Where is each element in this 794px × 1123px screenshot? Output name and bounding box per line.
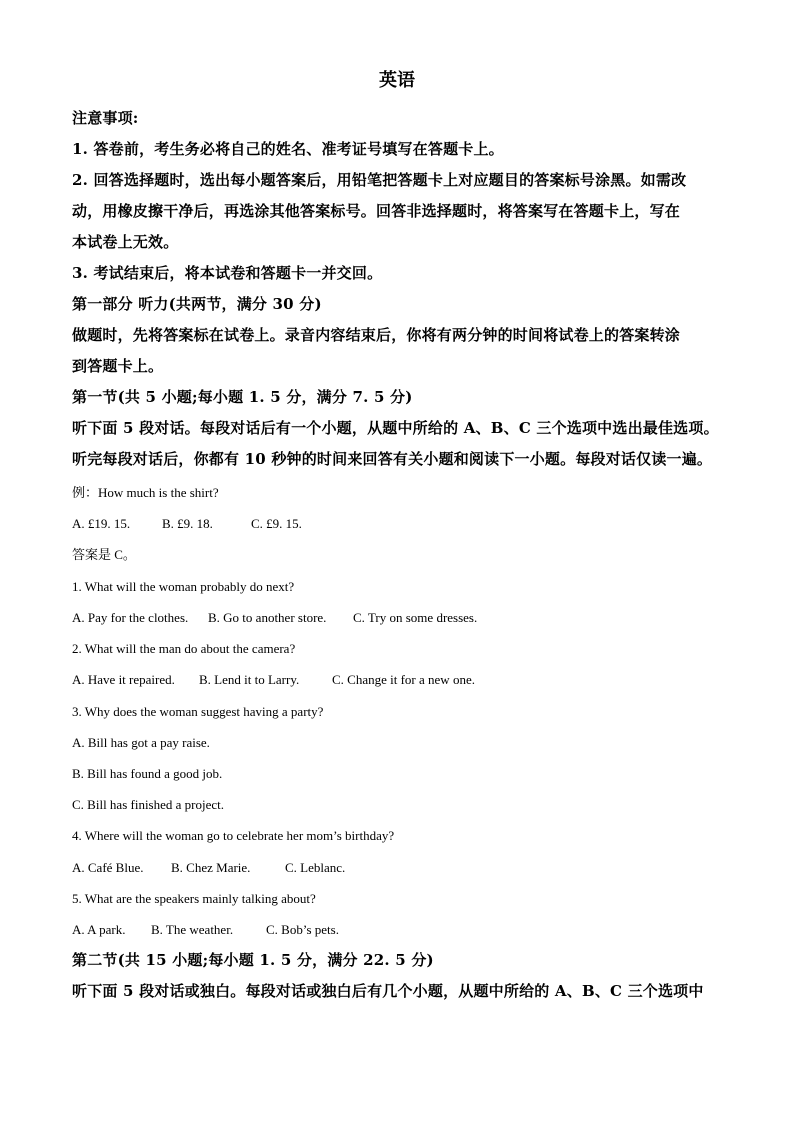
notice-item: 本试卷上无效。 [72, 233, 179, 251]
question-text: 2. What will the man do about the camera? [72, 641, 296, 656]
question-option: B. Lend it to Larry. [199, 672, 300, 687]
example-option: A. £19. 15. [72, 516, 131, 531]
question-option: B. Chez Marie. [171, 860, 251, 875]
example-option: B. £9. 18. [162, 516, 213, 531]
notice-item: 1. 答卷前，考生务必将自己的姓名、准考证号填写在答题卡上。 [72, 140, 504, 158]
notice-item: 动，用橡皮擦干净后，再选涂其他答案标号。回答非选择题时，将答案写在答题卡上，写在 [72, 202, 681, 220]
question-option: C. Leblanc. [285, 860, 346, 875]
part1-heading: 第一部分 听力(共两节，满分 30 分) [72, 295, 322, 313]
question-option: B. Bill has found a good job. [72, 766, 223, 781]
question-option: C. Bill has finished a project. [72, 797, 225, 812]
question-text: 5. What are the speakers mainly talking about? [72, 891, 316, 906]
section2-instruction: 听下面 5 段对话或独白。每段对话或独白后有几个小题，从题中所给的 A、B、C 三个选项中 [72, 982, 704, 1000]
question-option: B. Go to another store. [208, 610, 327, 625]
question-option: C. Bob’s pets. [266, 922, 339, 937]
question-option: C. Try on some dresses. [353, 610, 478, 625]
question-option: C. Change it for a new one. [332, 672, 475, 687]
question-option: A. Bill has got a pay raise. [72, 735, 210, 750]
notice-item: 3. 考试结束后，将本试卷和答题卡一并交回。 [72, 264, 383, 282]
page-title: 英语 [379, 70, 415, 91]
question-text: 1. What will the woman probably do next? [72, 579, 295, 594]
question-text: 4. Where will the woman go to celebrate her mom’s birthday? [72, 828, 395, 843]
section1-instruction: 听下面 5 段对话。每段对话后有一个小题，从题中所给的 A、B、C 三个选项中选出最佳选项。 [72, 419, 719, 437]
question-option: A. Pay for the clothes. [72, 610, 189, 625]
question-text: 3. Why does the woman suggest having a party? [72, 704, 324, 719]
part1-instruction: 做题时，先将答案标在试卷上。录音内容结束后，你将有两分钟的时间将试卷上的答案转涂 [72, 326, 681, 344]
question-option: A. Café Blue. [72, 860, 144, 875]
section2-heading: 第二节(共 15 小题;每小题 1. 5 分，满分 22. 5 分) [72, 951, 434, 969]
notice-heading: 注意事项: [72, 109, 139, 127]
example-question: 例：How much is the shirt? [72, 485, 219, 500]
question-option: B. The weather. [151, 922, 234, 937]
example-answer: 答案是 C。 [72, 547, 136, 562]
section1-heading: 第一节(共 5 小题;每小题 1. 5 分，满分 7. 5 分) [72, 388, 413, 406]
notice-item: 2. 回答选择题时，选出每小题答案后，用铅笔把答题卡上对应题目的答案标号涂黑。如需改 [72, 171, 687, 189]
example-option: C. £9. 15. [251, 516, 302, 531]
part1-instruction: 到答题卡上。 [72, 357, 164, 375]
question-option: A. Have it repaired. [72, 672, 175, 687]
question-option: A. A park. [72, 922, 126, 937]
section1-instruction: 听完每段对话后，你都有 10 秒钟的时间来回答有关小题和阅读下一小题。每段对话仅读一遍。 [72, 450, 713, 468]
